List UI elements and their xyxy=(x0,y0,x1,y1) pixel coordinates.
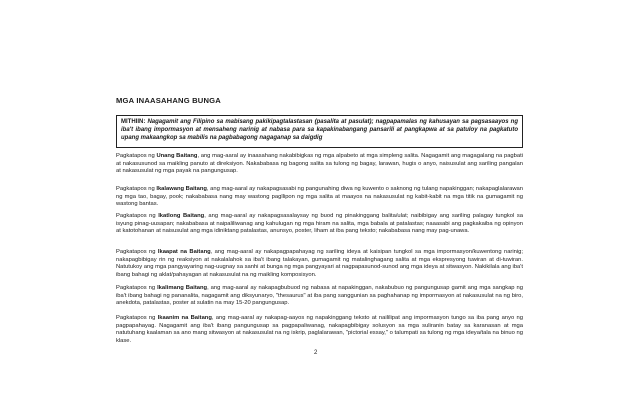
paragraph-body: , ang mag-aaral ay nakapag-aayos ng napakinggang teksto at naililipat ang impormasyon tungo sa iba pang anyo ng pagpapahayag. Nagagamit ang iba't ibang pangungusap sa pagpapaliwanag, nakapagbibigay solusyon sa mga suliranin batay sa karanasan at mga natutuhang kaalaman sa ano mang sitwasyon at nakasusulat na ng iskrip, paglalarawan, "pictorial essay," o talumpati sa tulong ng mga ideya/tala na binuo ng klase. xyxy=(116,315,523,344)
grade-label: Ikatlong Baitang xyxy=(158,213,205,219)
section-heading: MGA INAASAHANG BUNGA xyxy=(116,96,221,105)
grade-label: Ikaapat na Baitang xyxy=(157,249,211,255)
page-number: 2 xyxy=(314,350,318,356)
grade-label: Ikalawang Baitang xyxy=(156,186,207,192)
paragraph-grade-2 xyxy=(116,186,523,209)
grade-label: Ikalimang Baitang xyxy=(157,285,208,291)
mithiin-label: MITHIIN: xyxy=(121,119,146,125)
paragraph-grade-5 xyxy=(116,285,523,308)
paragraph-prefix: Pagkatapos ng xyxy=(116,249,158,255)
grade-label: Ikaanim na Baitang xyxy=(157,315,212,321)
paragraph-prefix: Pagkatapos ng xyxy=(116,153,157,159)
paragraph-body: , ang mag-aaral ay nakapagsasabi ng pangunahing diwa ng kuwento o saknong ng tulang napakinggan; nakapaglalarawan ng mga tao, bagay, pook; nakababasa nang may wastong pagllipon ng mga salita at maayos na nakasusulat ng kabit-kabit na mga titik na gumagamit ng wastong bantas. xyxy=(116,186,523,208)
grade-label: Unang Baitang xyxy=(156,153,198,159)
paragraph-prefix: Pagkatapos ng xyxy=(116,285,158,291)
paragraph-grade-6 xyxy=(116,315,523,345)
paragraph-prefix: Pagkatapos ng xyxy=(116,315,158,321)
paragraph-prefix: Pagkatapos ng xyxy=(116,186,157,192)
paragraph-body: , ang mag-aaral ay nakapagpapahayag ng sariling ideya at kaisipan tungkol sa mga impormasyon/kuwentong narinig; nakapagbibigay rin ng reaksiyon at nakalalahok sa iba't ibang talakayan, gumagamit ng matalinghagang salita at mga ekspresyong tuwiran at di-tuwiran. Natutukoy ang mga pangyayaring nag-uugnay sa sanhi at bunga ng mga pangyayari at nagpapasunod-sunod ang mga ideya at sitwasyon. Nakikilala ang iba't ibang bahagi ng aklat/pahayagan at nakasusulat na ng maikling komposisyon. xyxy=(116,249,523,278)
paragraph-grade-1 xyxy=(116,153,523,176)
paragraph-body: , ang mag-aaral ay inaasahang nakabibigkas ng mga alpabeto at mga simpleng salita. Nagagamit ang magagalang na pagbati at nakasusunod sa maikling panuto at direksiyon. Nakababasa ng bagong salita sa tulong ng bagay, larawan, hugis o anyo, naisusulat ang sariling pangalan at nakasusulat ng mga payak na pangungusap. xyxy=(116,153,523,175)
paragraph-body: , ang mag-aaral ay nakapagsasalaysay ng buod ng pinakinggang balita/ulat; naibibigay ang sariling palagay tungkol sa isyung pinag-uusapan; nakababasa at naipaliliwanag ang kahulugan ng mga hiram na salita, mga babala at patalastas; naaasabi ang pagkakaiba ng opinyon at katotohanan at naisusulat ang mga idiniktang patalastas, anunsyo, poster, liham at iba pang teksto; nakababasa nang may pag-unawa. xyxy=(116,213,523,235)
paragraph-prefix: Pagkatapos ng xyxy=(116,213,159,219)
paragraph-body: , ang mag-aaral ay nakapagbubuod ng nabasa at napakinggan, nakabubuo ng pangungusap gamit ang mga sangkap ng iba't ibang bahagi ng pananalita, nagagamit ang diksyunaryo, "thesaurus" at iba pang sanggunian sa paghahanap ng impormasyon at nakasusulat na ng biro, anekdota, patalastas, poster at sulatin na may 15-20 pangungusap. xyxy=(116,285,523,307)
paragraph-grade-4 xyxy=(116,249,523,279)
paragraph-grade-3 xyxy=(116,213,523,236)
mithiin-text: Nagagamit ang Filipino sa mabisang pakikipagtalastasan (pasalita at pasulat); nagpapamalas ng kahusayan sa pagsasaayos ng iba't ibang impormasyon at mensaheng narinig at nabasa para sa kapakinabangang pansarili at pangkapwa at sa patuloy na pagkatuto upang makaangkop sa mabilis na pagbabagong nagaganap sa daigdig xyxy=(121,119,519,142)
mithiin-box xyxy=(116,115,523,148)
